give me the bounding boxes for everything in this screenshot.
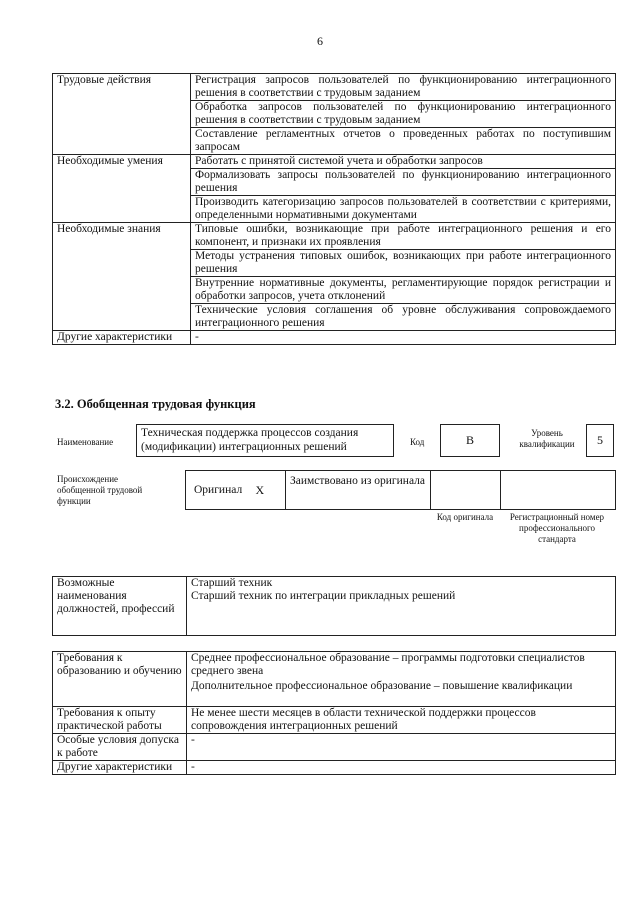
origin-table [185, 470, 616, 510]
requirements-table [52, 651, 616, 775]
borrowed-label: Заимствовано из оригинала [286, 471, 431, 510]
original-mark: X [252, 471, 286, 510]
name-label: Наименование [57, 437, 114, 447]
table-cell: Технические условия соглашения об уровне обслуживания сопровождаемого интеграционного решения [191, 304, 616, 331]
page-number: 6 [317, 34, 323, 48]
position-title: Старший техник [191, 577, 273, 589]
positions-table [52, 576, 616, 636]
function-name-box [136, 424, 394, 457]
table-row [53, 707, 616, 734]
row-label: Требования к опыту практической работы [53, 707, 187, 734]
position-title: Старший техник по интеграции прикладных решений [191, 590, 456, 602]
requirement-line: Среднее профессиональное образование – программы подготовки специалистов среднего звена [191, 652, 585, 677]
code-label: Код [410, 437, 425, 447]
table-cell: Методы устранения типовых ошибок, возникающих при работе интеграционного решения [191, 250, 616, 277]
code-original-cell [431, 471, 501, 510]
row-label: Трудовые действия [53, 74, 191, 155]
table-cell: Внутренние нормативные документы, регламентирующие порядок регистрации и обработки запросов, учета отклонений [191, 277, 616, 304]
row-label: Необходимые умения [53, 155, 191, 223]
level-box [586, 424, 614, 457]
reg-number-caption: Регистрационный номер профессионального стандарта [509, 512, 605, 544]
labor-functions-table [52, 73, 616, 345]
origin-label: Происхождение обобщенной трудовой функции [57, 474, 143, 506]
table-row [186, 471, 616, 510]
row-label: Возможные наименования должностей, профессий [53, 577, 187, 636]
table-row [53, 223, 616, 250]
table-cell: Регистрация запросов пользователей по функционированию интеграционного решения в соответствии с трудовым заданием [191, 74, 616, 101]
row-label: Другие характеристики [53, 331, 191, 345]
table-cell: Производить категоризацию запросов пользователей в соответствии с критериями, определенными нормативными документами [191, 196, 616, 223]
table-cell: Формализовать запросы пользователей по функционированию интеграционного решения [191, 169, 616, 196]
table-row [53, 577, 616, 636]
requirement-line: Не менее шести месяцев в области технической поддержки процессов сопровождения интеграционных решений [191, 707, 536, 732]
requirement-line: - [191, 761, 195, 773]
requirement-line: Дополнительное профессиональное образование – повышение квалификации [191, 680, 573, 692]
function-name: Техническая поддержка процессов создания (модификации) интеграционных решений [141, 427, 359, 453]
table-cell [187, 761, 616, 775]
table-row [53, 761, 616, 775]
code-value: B [465, 433, 474, 447]
table-row [53, 734, 616, 761]
table-cell: Работать с принятой системой учета и обработки запросов [191, 155, 616, 169]
table-row [53, 331, 616, 345]
table-row [53, 652, 616, 707]
table-cell [187, 734, 616, 761]
code-original-caption: Код оригинала [436, 512, 494, 522]
row-label: Особые условия допуска к работе [53, 734, 187, 761]
table-cell [187, 652, 616, 707]
table-row [53, 74, 616, 101]
table-cell: Типовые ошибки, возникающие при работе интеграционного решения и его компонент, и признаки их проявления [191, 223, 616, 250]
reg-number-cell [501, 471, 616, 510]
table-cell [187, 707, 616, 734]
row-label: Необходимые знания [53, 223, 191, 331]
original-label: Оригинал [186, 471, 252, 510]
level-value: 5 [597, 433, 603, 447]
row-label: Требования к образованию и обучению [53, 652, 187, 707]
section-heading: 3.2. Обобщенная трудовая функция [55, 397, 256, 411]
table-row [53, 155, 616, 169]
positions-cell [187, 577, 616, 636]
table-cell: Составление регламентных отчетов о проведенных работах по поступившим запросам [191, 128, 616, 155]
code-box [440, 424, 500, 457]
row-label: Другие характеристики [53, 761, 187, 775]
requirement-line: - [191, 734, 195, 746]
table-cell: - [191, 331, 616, 345]
level-label: Уровень квалификации [519, 428, 575, 449]
table-cell: Обработка запросов пользователей по функционированию интеграционного решения в соответствии с трудовым заданием [191, 101, 616, 128]
